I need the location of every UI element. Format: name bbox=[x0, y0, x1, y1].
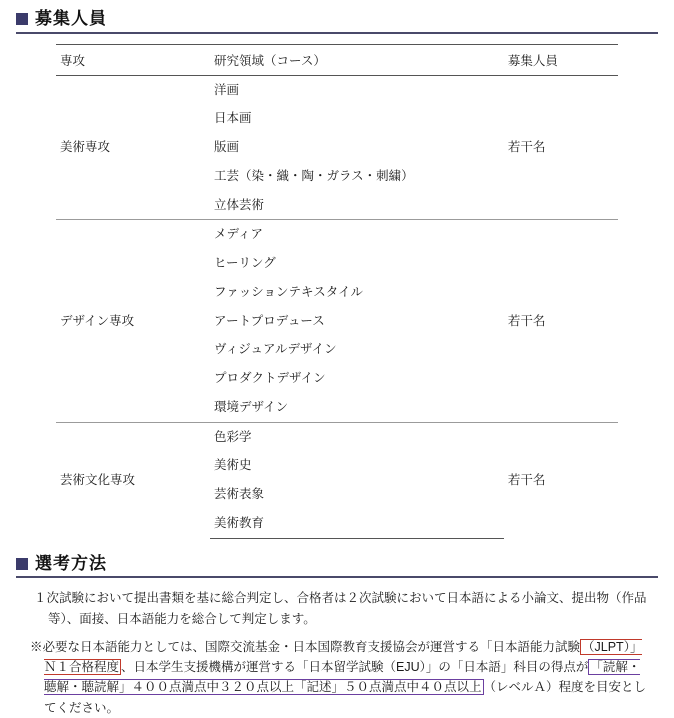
cell-number: 若干名 bbox=[504, 422, 618, 538]
column-header-major: 専攻 bbox=[56, 44, 210, 75]
note-part-3: （レベルＡ）程度を目安としてください。 bbox=[44, 680, 647, 715]
cell-field: 美術史 bbox=[213, 458, 252, 473]
cell-field: プロダクトデザイン bbox=[213, 371, 326, 386]
column-header-number: 募集人員 bbox=[504, 44, 618, 75]
square-bullet-icon bbox=[16, 558, 28, 570]
section-heading-recruitment bbox=[16, 10, 658, 34]
cell-major: 美術専攻 bbox=[60, 140, 111, 155]
cell-field: 環境デザイン bbox=[213, 399, 289, 414]
selection-method-section bbox=[16, 555, 658, 718]
cell-major: 芸術文化専攻 bbox=[56, 422, 210, 538]
cell-number: 若干名 bbox=[507, 140, 546, 155]
table-body bbox=[56, 75, 618, 538]
note-part-2: 、日本学生支援機構が運営する「日本留学試験（EJU）」の「日本語」科目の得点が bbox=[121, 660, 589, 675]
column-header-field: 研究領域（コース） bbox=[210, 44, 504, 75]
cell-field: ファッションテキスタイル bbox=[213, 284, 363, 299]
cell-field: 版画 bbox=[213, 140, 239, 155]
square-bullet-icon bbox=[16, 13, 28, 25]
cell-field: ヴィジュアルデザイン bbox=[213, 342, 337, 357]
table-header-row bbox=[56, 44, 618, 75]
paragraph-text-block bbox=[30, 637, 652, 718]
section-heading-selection bbox=[16, 555, 658, 579]
recruitment-table bbox=[56, 44, 618, 539]
cell-field: 洋画 bbox=[213, 82, 239, 97]
highlighted-jlpt-requirement: （JLPT）」Ｎ１合格程度 bbox=[44, 639, 643, 675]
cell-field: 立体芸術 bbox=[213, 197, 264, 212]
cell-field: メディア bbox=[210, 220, 504, 249]
selection-paragraph-2 bbox=[16, 637, 658, 718]
cell-field: 日本画 bbox=[213, 111, 252, 126]
table-row bbox=[56, 220, 618, 249]
recruitment-table-wrapper bbox=[16, 44, 658, 539]
selection-paragraph-1 bbox=[16, 588, 658, 629]
cell-field: 工芸（染・織・陶・ガラス・刺繍） bbox=[213, 168, 414, 183]
table-row bbox=[56, 422, 618, 451]
cell-field: アートプロデュース bbox=[213, 313, 325, 328]
section-title: 募集人員 bbox=[35, 9, 107, 28]
cell-field: 美術教育 bbox=[210, 509, 504, 538]
table-header bbox=[56, 44, 618, 75]
section-title: 選考方法 bbox=[35, 553, 107, 573]
paragraph-text: １次試験において提出書類を基に総合判定し、合格者は２次試験において日本語による小論文、提出物（作品等）、面接、日本語能力を総合して判定します。 bbox=[34, 591, 647, 626]
note-part-1: ※必要な日本語能力としては、国際交流基金・日本国際教育支援協会が運営する「日本語能力試験 bbox=[30, 639, 581, 654]
cell-field: 色彩学 bbox=[210, 422, 504, 451]
table-row bbox=[56, 75, 618, 104]
cell-number: 若干名 bbox=[504, 220, 618, 422]
cell-field: ヒーリング bbox=[213, 256, 276, 271]
cell-major: デザイン専攻 bbox=[56, 220, 210, 422]
highlighted-eju-score-requirement: 「読解・聴解・聴読解」４００点満点中３２０点以上「記述」５０点満点中４０点以上 bbox=[44, 660, 641, 695]
cell-field: 芸術表象 bbox=[213, 487, 264, 502]
